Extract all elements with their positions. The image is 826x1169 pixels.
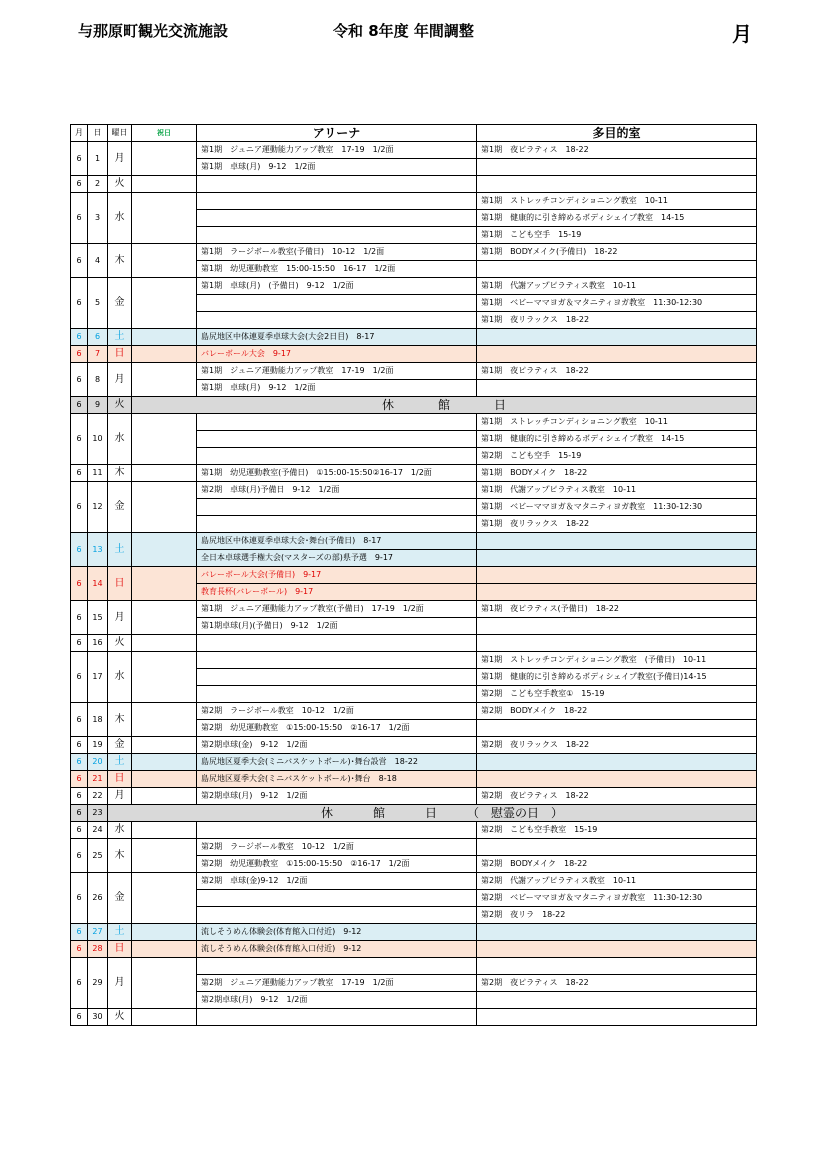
month-cell: 6 — [71, 941, 88, 958]
multi-room-cell: 第2期 こども空手教室① 15-19 — [477, 686, 757, 703]
multi-room-cell — [477, 771, 757, 788]
weekday-cell: 月 — [108, 142, 132, 176]
arena-cell: 島尻地区中体連夏季卓球大会･舞台(予備日) 8-17 — [197, 533, 477, 550]
weekday-cell: 土 — [108, 924, 132, 941]
month-cell: 6 — [71, 754, 88, 771]
weekday-cell: 金 — [108, 737, 132, 754]
month-cell: 6 — [71, 601, 88, 635]
holiday-cell — [132, 244, 197, 278]
arena-cell: 教育長杯(バレーボール) 9-17 — [197, 584, 477, 601]
holiday-cell — [132, 533, 197, 567]
closed-char: 日 — [494, 398, 507, 412]
multi-room-cell: 第2期 ベビーママヨガ＆マタニティヨガ教室 11:30-12:30 — [477, 890, 757, 907]
multi-room-cell — [477, 261, 757, 278]
arena-cell: 第2期 幼児運動教室 ①15:00-15:50 ②16-17 1/2面 — [197, 720, 477, 737]
arena-cell: 島尻地区夏季大会(ミニバスケットボール)･舞台設営 18-22 — [197, 754, 477, 771]
closed-row — [71, 397, 757, 414]
day-cell: 22 — [88, 788, 108, 805]
day-cell: 11 — [88, 465, 108, 482]
col-day: 日 — [88, 125, 108, 142]
table-row — [71, 635, 757, 652]
weekday-cell: 日 — [108, 771, 132, 788]
weekday-cell: 土 — [108, 754, 132, 771]
multi-room-cell: 第1期 夜ピラティス 18-22 — [477, 363, 757, 380]
arena-cell: 第2期 幼児運動教室 ①15:00-15:50 ②16-17 1/2面 — [197, 856, 477, 873]
holiday-cell — [132, 703, 197, 737]
month-cell: 6 — [71, 703, 88, 737]
closed-char: 休 — [381, 398, 394, 412]
month-cell: 6 — [71, 397, 88, 414]
day-cell: 15 — [88, 601, 108, 635]
day-cell: 24 — [88, 822, 108, 839]
month-cell: 6 — [71, 414, 88, 465]
multi-room-cell: 第1期 夜リラックス 18-22 — [477, 312, 757, 329]
arena-cell: 第1期 ジュニア運動能力アップ教室(予備日) 17-19 1/2面 — [197, 601, 477, 618]
multi-room-cell: 第1期 ストレッチコンディショニング教室 10-11 — [477, 193, 757, 210]
col-holiday: 祝日 — [132, 125, 197, 142]
table-row — [71, 278, 757, 295]
table-row — [71, 754, 757, 771]
weekday-cell: 月 — [108, 958, 132, 1009]
month-cell: 6 — [71, 142, 88, 176]
arena-cell: 第1期 ラージボール教室(予備日) 10-12 1/2面 — [197, 244, 477, 261]
day-cell: 26 — [88, 873, 108, 924]
day-cell: 25 — [88, 839, 108, 873]
multi-room-cell — [477, 159, 757, 176]
holiday-cell — [132, 822, 197, 839]
weekday-cell: 土 — [108, 533, 132, 567]
table-row — [71, 873, 757, 890]
col-month: 月 — [71, 125, 88, 142]
table-row — [71, 703, 757, 720]
multi-room-cell: 第2期 こども空手教室 15-19 — [477, 822, 757, 839]
multi-room-cell — [477, 1009, 757, 1026]
holiday-cell — [132, 567, 197, 601]
arena-cell: 第2期卓球(月) 9-12 1/2面 — [197, 788, 477, 805]
arena-cell — [197, 958, 477, 975]
arena-cell: 島尻地区夏季大会(ミニバスケットボール)･舞台 8-18 — [197, 771, 477, 788]
weekday-cell: 水 — [108, 822, 132, 839]
arena-cell — [197, 890, 477, 907]
arena-cell — [197, 227, 477, 244]
weekday-cell: 月 — [108, 788, 132, 805]
holiday-cell — [132, 652, 197, 703]
day-cell: 9 — [88, 397, 108, 414]
table-row — [71, 142, 757, 159]
holiday-cell — [132, 737, 197, 754]
month-cell: 6 — [71, 482, 88, 533]
day-cell: 8 — [88, 363, 108, 397]
multi-room-cell — [477, 567, 757, 584]
month-cell: 6 — [71, 839, 88, 873]
multi-room-cell: 第1期 夜リラックス 18-22 — [477, 516, 757, 533]
day-cell: 20 — [88, 754, 108, 771]
arena-cell: 第2期 ラージボール教室 10-12 1/2面 — [197, 703, 477, 720]
arena-cell: 第1期 ジュニア運動能力アップ教室 17-19 1/2面 — [197, 142, 477, 159]
holiday-cell — [132, 771, 197, 788]
multi-room-cell: 第1期 代謝アップピラティス教室 10-11 — [477, 482, 757, 499]
closed-char: 館 — [437, 398, 450, 412]
table-row — [71, 771, 757, 788]
holiday-cell — [132, 346, 197, 363]
weekday-cell: 月 — [108, 601, 132, 635]
day-cell: 17 — [88, 652, 108, 703]
month-cell: 6 — [71, 278, 88, 329]
holiday-cell — [132, 924, 197, 941]
multi-room-cell — [477, 176, 757, 193]
multi-room-cell: 第2期 夜ピラティス 18-22 — [477, 788, 757, 805]
arena-cell — [197, 312, 477, 329]
multi-room-cell: 第2期 BODYメイク 18-22 — [477, 703, 757, 720]
multi-room-cell — [477, 720, 757, 737]
closed-label — [108, 805, 757, 822]
multi-room-cell — [477, 618, 757, 635]
multi-room-cell — [477, 635, 757, 652]
multi-room-cell — [477, 941, 757, 958]
arena-cell — [197, 448, 477, 465]
multi-room-cell: 第2期 夜リラックス 18-22 — [477, 737, 757, 754]
month-cell: 6 — [71, 533, 88, 567]
weekday-cell: 月 — [108, 363, 132, 397]
multi-room-cell: 第1期 こども空手 15-19 — [477, 227, 757, 244]
holiday-cell — [132, 601, 197, 635]
table-row — [71, 346, 757, 363]
holiday-cell — [132, 839, 197, 873]
arena-cell: 流しそうめん体験会(体育館入口付近) 9-12 — [197, 924, 477, 941]
table-header-row — [71, 125, 757, 142]
holiday-cell — [132, 482, 197, 533]
month-cell: 6 — [71, 465, 88, 482]
holiday-cell — [132, 363, 197, 397]
facility-name: 与那原町観光交流施設 — [78, 22, 229, 40]
holiday-cell — [132, 193, 197, 244]
holiday-cell — [132, 176, 197, 193]
schedule-table — [70, 124, 757, 1026]
month-cell: 6 — [71, 193, 88, 244]
day-cell: 7 — [88, 346, 108, 363]
multi-room-cell — [477, 924, 757, 941]
month-cell: 6 — [71, 176, 88, 193]
holiday-cell — [132, 329, 197, 346]
table-row — [71, 193, 757, 210]
table-row — [71, 533, 757, 550]
day-cell: 21 — [88, 771, 108, 788]
day-cell: 4 — [88, 244, 108, 278]
weekday-cell: 木 — [108, 703, 132, 737]
month-cell: 6 — [71, 805, 88, 822]
arena-cell: 全日本卓球選手権大会(マスターズの部)県予選 9-17 — [197, 550, 477, 567]
holiday-cell — [132, 635, 197, 652]
arena-cell: 流しそうめん体験会(体育館入口付近) 9-12 — [197, 941, 477, 958]
month-cell: 6 — [71, 652, 88, 703]
multi-room-cell: 第1期 ストレッチコンディショニング教室 (予備日) 10-11 — [477, 652, 757, 669]
arena-cell — [197, 822, 477, 839]
holiday-cell — [132, 414, 197, 465]
weekday-cell: 火 — [108, 635, 132, 652]
day-cell: 3 — [88, 193, 108, 244]
arena-cell — [197, 907, 477, 924]
weekday-cell: 水 — [108, 652, 132, 703]
arena-cell — [197, 669, 477, 686]
multi-room-cell: 第1期 夜ピラティス 18-22 — [477, 142, 757, 159]
table-row — [71, 839, 757, 856]
closed-char: 館 — [372, 806, 385, 820]
arena-cell: 第2期 ラージボール教室 10-12 1/2面 — [197, 839, 477, 856]
day-cell: 18 — [88, 703, 108, 737]
table-row — [71, 1009, 757, 1026]
table-row — [71, 958, 757, 975]
multi-room-cell: 第2期 こども空手 15-19 — [477, 448, 757, 465]
weekday-cell: 木 — [108, 465, 132, 482]
arena-cell: 第1期 卓球(月) (予備日) 9-12 1/2面 — [197, 278, 477, 295]
month-cell: 6 — [71, 958, 88, 1009]
weekday-cell: 木 — [108, 839, 132, 873]
table-row — [71, 788, 757, 805]
arena-cell: 第1期 卓球(月) 9-12 1/2面 — [197, 159, 477, 176]
arena-cell: 第2期卓球(月) 9-12 1/2面 — [197, 992, 477, 1009]
weekday-cell: 日 — [108, 346, 132, 363]
holiday-cell — [132, 788, 197, 805]
holiday-cell — [132, 465, 197, 482]
holiday-cell — [132, 941, 197, 958]
table-row — [71, 567, 757, 584]
closed-label — [132, 397, 757, 414]
day-cell: 2 — [88, 176, 108, 193]
table-row — [71, 329, 757, 346]
table-row — [71, 363, 757, 380]
multi-room-cell: 第1期 BODYメイク 18-22 — [477, 465, 757, 482]
multi-room-cell: 第1期 健康的に引き締めるボディシェイプ教室 14-15 — [477, 210, 757, 227]
weekday-cell: 金 — [108, 482, 132, 533]
weekday-cell: 木 — [108, 244, 132, 278]
multi-room-cell: 第2期 BODYメイク 18-22 — [477, 856, 757, 873]
table-row — [71, 822, 757, 839]
table-row — [71, 176, 757, 193]
multi-room-cell — [477, 329, 757, 346]
day-cell: 23 — [88, 805, 108, 822]
closed-char: 日 — [425, 806, 438, 820]
arena-cell: 島尻地区中体連夏季卓球大会(大会2日目) 8-17 — [197, 329, 477, 346]
holiday-cell — [132, 1009, 197, 1026]
month-cell: 6 — [71, 873, 88, 924]
month-label: 月 — [732, 22, 752, 46]
day-cell: 29 — [88, 958, 108, 1009]
multi-room-cell: 第1期 代謝アップピラティス教室 10-11 — [477, 278, 757, 295]
arena-cell: 第2期卓球(金) 9-12 1/2面 — [197, 737, 477, 754]
weekday-cell: 火 — [108, 1009, 132, 1026]
holiday-cell — [132, 754, 197, 771]
arena-cell: バレーボール大会 9-17 — [197, 346, 477, 363]
multi-room-cell: 第1期 健康的に引き締めるボディシェイプ教室 14-15 — [477, 431, 757, 448]
closed-char: 休 — [320, 806, 333, 820]
weekday-cell: 水 — [108, 414, 132, 465]
day-cell: 6 — [88, 329, 108, 346]
arena-cell: 第2期 卓球(金)9-12 1/2面 — [197, 873, 477, 890]
month-cell: 6 — [71, 737, 88, 754]
month-cell: 6 — [71, 363, 88, 397]
month-cell: 6 — [71, 822, 88, 839]
arena-cell — [197, 686, 477, 703]
multi-room-cell — [477, 550, 757, 567]
arena-cell — [197, 516, 477, 533]
table-row — [71, 652, 757, 669]
holiday-cell — [132, 142, 197, 176]
holiday-cell — [132, 958, 197, 1009]
arena-cell: 第1期 ジュニア運動能力アップ教室 17-19 1/2面 — [197, 363, 477, 380]
multi-room-cell: 第2期 夜リラ 18-22 — [477, 907, 757, 924]
multi-room-cell — [477, 533, 757, 550]
multi-room-cell: 第1期 ストレッチコンディショニング教室 10-11 — [477, 414, 757, 431]
weekday-cell: 水 — [108, 193, 132, 244]
weekday-cell: 日 — [108, 941, 132, 958]
arena-cell — [197, 414, 477, 431]
arena-cell — [197, 193, 477, 210]
day-cell: 1 — [88, 142, 108, 176]
closed-row — [71, 805, 757, 822]
weekday-cell: 金 — [108, 873, 132, 924]
day-cell: 30 — [88, 1009, 108, 1026]
holiday-cell — [132, 278, 197, 329]
multi-room-cell: 第2期 代謝アップピラティス教室 10-11 — [477, 873, 757, 890]
multi-room-cell: 第1期 ベビーママヨガ＆マタニティヨガ教室 11:30-12:30 — [477, 499, 757, 516]
month-cell: 6 — [71, 346, 88, 363]
multi-room-cell: 第1期 ベビーママヨガ＆マタニティヨガ教室 11:30-12:30 — [477, 295, 757, 312]
month-cell: 6 — [71, 329, 88, 346]
table-row — [71, 737, 757, 754]
closed-note: （ 慰霊の日 ） — [467, 806, 564, 820]
table-row — [71, 465, 757, 482]
month-cell: 6 — [71, 788, 88, 805]
table-row — [71, 601, 757, 618]
arena-cell: 第2期 卓球(月)予備日 9-12 1/2面 — [197, 482, 477, 499]
weekday-cell: 日 — [108, 567, 132, 601]
arena-cell: 第1期卓球(月)(予備日) 9-12 1/2面 — [197, 618, 477, 635]
arena-cell — [197, 431, 477, 448]
month-cell: 6 — [71, 635, 88, 652]
year-title: 令和 8年度 年間調整 — [333, 22, 474, 40]
arena-cell — [197, 295, 477, 312]
day-cell: 13 — [88, 533, 108, 567]
arena-cell: 第2期 ジュニア運動能力アップ教室 17-19 1/2面 — [197, 975, 477, 992]
holiday-cell — [132, 873, 197, 924]
col-arena: アリーナ — [197, 125, 477, 142]
table-row — [71, 482, 757, 499]
table-row — [71, 924, 757, 941]
arena-cell: バレーボール大会(予備日) 9-17 — [197, 567, 477, 584]
day-cell: 12 — [88, 482, 108, 533]
multi-room-cell — [477, 584, 757, 601]
col-multi: 多目的室 — [477, 125, 757, 142]
arena-cell — [197, 652, 477, 669]
day-cell: 5 — [88, 278, 108, 329]
month-cell: 6 — [71, 924, 88, 941]
multi-room-cell: 第1期 BODYメイク(予備日) 18-22 — [477, 244, 757, 261]
multi-room-cell: 第1期 健康的に引き締めるボディシェイプ教室(予備日)14-15 — [477, 669, 757, 686]
multi-room-cell — [477, 380, 757, 397]
multi-room-cell: 第2期 夜ピラティス 18-22 — [477, 975, 757, 992]
col-weekday: 曜日 — [108, 125, 132, 142]
day-cell: 28 — [88, 941, 108, 958]
month-cell: 6 — [71, 244, 88, 278]
weekday-cell: 金 — [108, 278, 132, 329]
month-cell: 6 — [71, 1009, 88, 1026]
multi-room-cell — [477, 346, 757, 363]
weekday-cell: 火 — [108, 397, 132, 414]
arena-cell — [197, 210, 477, 227]
multi-room-cell: 第1期 夜ピラティス(予備日) 18-22 — [477, 601, 757, 618]
day-cell: 10 — [88, 414, 108, 465]
multi-room-cell — [477, 839, 757, 856]
multi-room-cell — [477, 754, 757, 771]
arena-cell — [197, 635, 477, 652]
arena-cell: 第1期 卓球(月) 9-12 1/2面 — [197, 380, 477, 397]
table-row — [71, 244, 757, 261]
day-cell: 14 — [88, 567, 108, 601]
table-row — [71, 941, 757, 958]
arena-cell — [197, 499, 477, 516]
arena-cell — [197, 1009, 477, 1026]
weekday-cell: 火 — [108, 176, 132, 193]
arena-cell: 第1期 幼児運動教室 15:00-15:50 16-17 1/2面 — [197, 261, 477, 278]
multi-room-cell — [477, 992, 757, 1009]
weekday-cell: 土 — [108, 329, 132, 346]
day-cell: 19 — [88, 737, 108, 754]
multi-room-cell — [477, 958, 757, 975]
day-cell: 16 — [88, 635, 108, 652]
table-row — [71, 414, 757, 431]
arena-cell: 第1期 幼児運動教室(予備日) ①15:00-15:50②16-17 1/2面 — [197, 465, 477, 482]
day-cell: 27 — [88, 924, 108, 941]
arena-cell — [197, 176, 477, 193]
month-cell: 6 — [71, 771, 88, 788]
month-cell: 6 — [71, 567, 88, 601]
